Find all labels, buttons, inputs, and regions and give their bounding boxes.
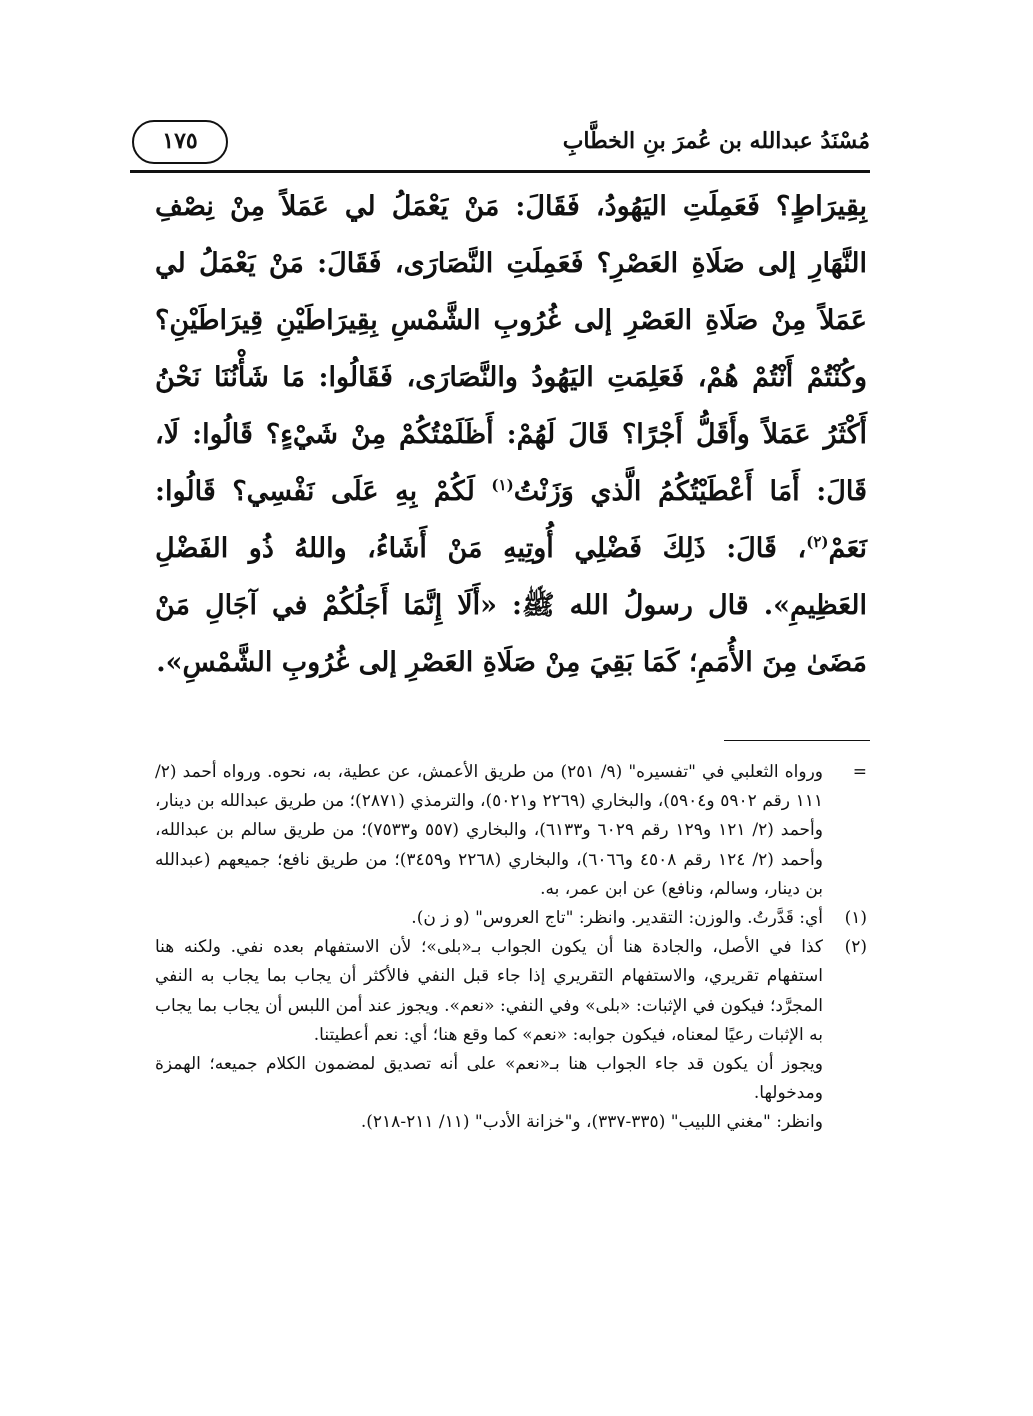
main-text-part-3: ، قَالَ: ذَلِكَ فَضْلِي أُوتِيهِ مَنْ أَشَاءُ، واللهُ ذُو الفَضْلِ العَظِيمِ». قال رسولُ الله ﷺ: «أَلَا إِنَّمَا أَجَلُكُمْ في آجَالِ مَنْ مَضَىٰ مِنَ الأُمَمِ؛ كَمَا بَقِيَ مِنْ صَلَاةِ العَصْرِ إلى غُرُوبِ الشَّمْسِ». [155, 533, 867, 678]
footnote-paragraph: أي: قَدَّرتُ. والوزن: التقدير. وانظر: "تاج العروس" (و ز ن). [411, 908, 823, 929]
header-divider [130, 170, 870, 173]
footnote-separator [724, 740, 870, 741]
footnote-marker: (٢) [844, 937, 867, 958]
footnote-ref-1: (١) [491, 476, 514, 494]
footnotes-section [155, 758, 867, 1138]
footnote-continued [155, 758, 867, 904]
footnote-paragraph: ويجوز أن يكون قد جاء الجواب هنا بـ«نعم» على أنه تصديق لمضمون الكلام جميعه؛ الهمزة ومدخولها. [155, 1054, 823, 1104]
main-text-part-2: لَكُمْ بِهِ عَلَى نَفْسِي؟ قَالُوا: نَعَمْ [155, 476, 867, 564]
footnote-paragraph: كذا في الأصل، والجادة هنا أن يكون الجواب بـ«بلى»؛ لأن الاستفهام بعده نفي. ولكنه هنا استفهام تقريري، والاستفهام التقريري إذا جاء قبل النفي فالأكثر أن يجاب بما يجاب به النفي المجرَّد؛ فيكون في الإثبات: «بلى» وفي النفي: «نعم». ويجوز عند أمن اللبس أن يجاب بما يجاب به الإثبات رعيًا لمعناه، فيكون جوابه: «نعم» كما وقع هنا؛ أي: نعم أعطيتنا. [155, 937, 823, 1045]
page-header [130, 118, 870, 172]
main-text-body [155, 178, 867, 691]
main-text-part-1: بِقِيرَاطٍ؟ فَعَمِلَتِ اليَهُودُ، فَقَالَ: مَنْ يَعْمَلُ لي عَمَلاً مِنْ نِصْفِ النَّهَارِ إلى صَلَاةِ العَصْرِ؟ فَعَمِلَتِ النَّصَارَى، فَقَالَ: مَنْ يَعْمَلُ لي عَمَلاً مِنْ صَلَاةِ العَصْرِ إلى غُرُوبِ الشَّمْسِ بِقِيرَاطَيْنِ قِيرَاطَيْنِ؟ وكُنْتُمْ أَنْتُمْ هُمْ، فَعَلِمَتِ اليَهُودُ والنَّصَارَى، فَقَالُوا: مَا شَأْنُنَا نَحْنُ أَكْثَرُ عَمَلاً وأَقَلُّ أَجْرًا؟ قَالَ لَهُمْ: أَظَلَمْتُكُمْ مِنْ شَيْءٍ؟ قَالُوا: لَا، قَالَ: أَمَا أَعْطَيْتُكُمُ الَّذي وَزَنْتُ [155, 191, 867, 507]
footnote-paragraph: ورواه الثعلبي في "تفسيره" (٩/ ٢٥١) من طريق الأعمش، عن عطية، به، نحوه. ورواه أحمد (٢/ ١١١ رقم ٥٩٠٢ و٥٩٠٤)، والبخاري (٢٢٦٩ و٥٠٢١)، والترمذي (٢٨٧١)؛ من طريق عبدالله بن دينار، وأحمد (٢/ ١٢١ و١٢٩ رقم ٦٠٢٩ و٦١٣٣)، والبخاري (٥٥٧ و٧٥٣٣)؛ من طريق سالم بن عبدالله، وأحمد (٢/ ١٢٤ رقم ٤٥٠٨ و٦٠٦٦)، والبخاري (٢٢٦٨ و٣٤٥٩)؛ من طريق نافع؛ جميعهم (عبدالله بن دينار، وسالم، ونافع) عن ابن عمر، به. [155, 762, 824, 899]
page-number-badge: ١٧٥ [132, 120, 228, 164]
footnote-marker: = [852, 762, 867, 782]
footnote-1 [155, 904, 867, 933]
footnote-paragraph: وانظر: "مغني اللبيب" (٣٣٥-٣٣٧)، و"خزانة الأدب" (١١/ ٢١١-٢١٨). [360, 1112, 823, 1133]
footnote-marker: (١) [844, 908, 867, 929]
footnote-ref-2: (٢) [806, 533, 829, 551]
running-title: مُسْنَدُ عبدالله بن عُمرَ بنِ الخطَّابِ [562, 128, 870, 154]
footnote-2 [155, 933, 867, 1137]
